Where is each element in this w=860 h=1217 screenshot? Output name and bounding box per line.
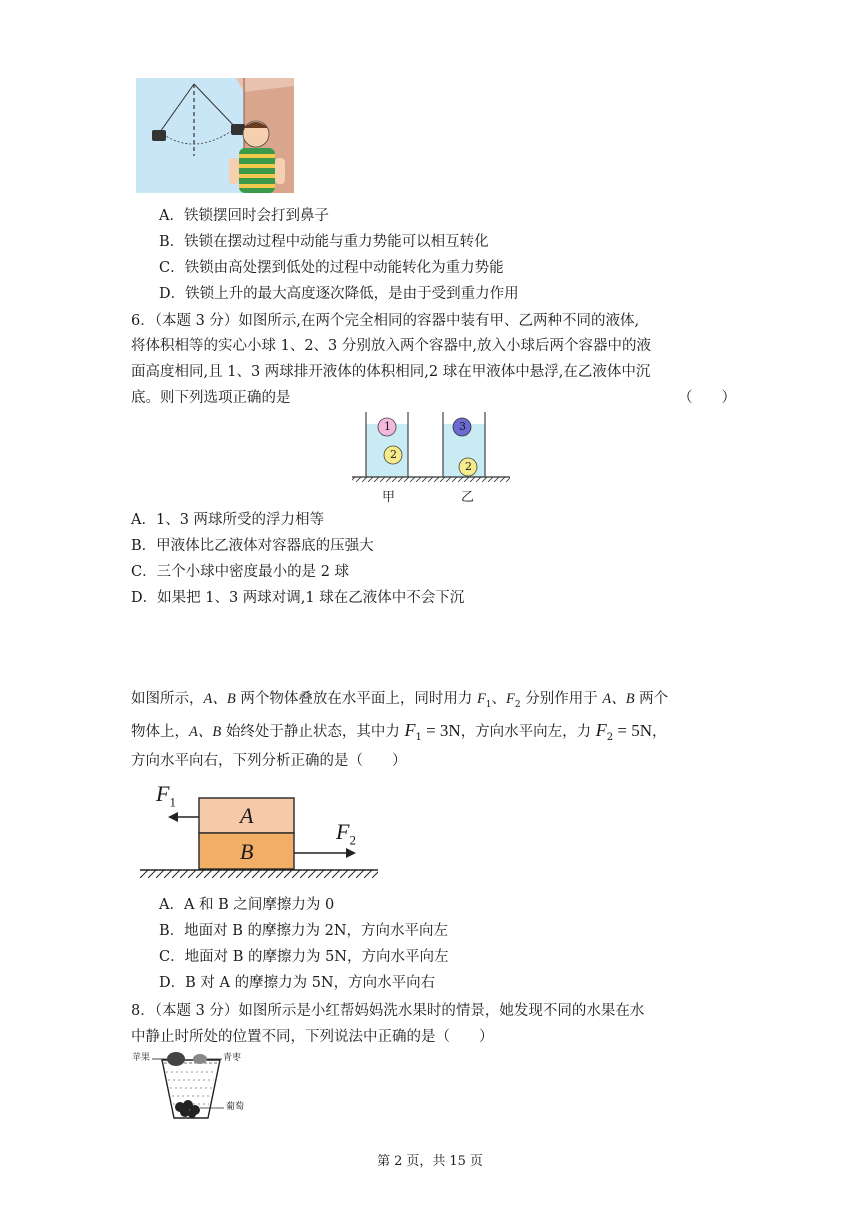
q8-stem-line-2: 中静止时所处的位置不同，下列说法中正确的是（ ） [131, 1029, 494, 1045]
q7-stem-line-3: 方向水平向右，下列分析正确的是（ ） [131, 753, 407, 769]
ball-2-left-label: 2 [390, 448, 397, 461]
label-grape: 葡萄 [226, 1102, 245, 1112]
q8-fruit-basin-figure [132, 1050, 260, 1122]
container-label-jia: 甲 [382, 490, 396, 505]
label-jujube: 青枣 [223, 1053, 242, 1063]
q7-option-d: D．B 对 A 的摩擦力为 5N，方向水平向右 [159, 975, 436, 991]
ball-2-right-label: 2 [465, 460, 472, 473]
q7-option-a: A．A 和 B 之间摩擦力为 0 [159, 897, 335, 913]
force-f1-label: $F_1$ [156, 781, 176, 810]
ball-3-label: 3 [459, 420, 466, 433]
q7-stem-line-1: 如图所示，A、B 两个物体叠放在水平面上，同时用力 $F_1$、$F_2$ 分别作用于 A、B 两个 [131, 691, 669, 710]
q7-blocks-figure [140, 782, 380, 882]
total-pages: 15 [449, 1154, 466, 1169]
q6-option-d: D．如果把 1、3 两球对调,1 球在乙液体中不会下沉 [131, 590, 465, 606]
page-footer: 第 2 页，共 15 页 [377, 1154, 483, 1169]
q6-containers-figure [350, 410, 512, 490]
q5-option-a: A．铁锁摆回时会打到鼻子 [159, 208, 329, 224]
q8-stem-line-1: 8．（本题 3 分）如图所示是小红帮妈妈洗水果时的情景，她发现不同的水果在水 [131, 1003, 645, 1019]
q7-option-c: C．地面对 B 的摩擦力为 5N，方向水平向左 [159, 949, 449, 965]
q6-stem-line-4: 底。则下列选项正确的是 [131, 390, 291, 406]
q6-option-b: B．甲液体比乙液体对容器底的压强大 [131, 538, 374, 554]
q6-stem-line-3: 面高度相同,且 1、3 两球排开液体的体积相同,2 球在甲液体中悬浮,在乙液体中沉 [131, 364, 651, 380]
q6-stem-line-2: 将体积相等的实心小球 1、2、3 分别放入两个容器中,放入小球后两个容器中的液 [131, 338, 652, 354]
q7-stem-line-2: 物体上，A、B 始终处于静止状态，其中力 $F_1 = 3N$，方向水平向左，力 $F_2 = 5N$， [131, 720, 667, 743]
ball-1-label: 1 [384, 420, 391, 433]
current-page: 2 [394, 1154, 403, 1169]
block-a-label: A [240, 803, 254, 828]
label-apple: 苹果 [132, 1053, 151, 1063]
q6-stem-line-1: 6．（本题 3 分）如图所示,在两个完全相同的容器中装有甲、乙两种不同的液体, [131, 313, 640, 329]
pendulum-illustration [136, 78, 294, 193]
q6-option-a: A．1、3 两球所受的浮力相等 [131, 512, 325, 528]
container-label-yi: 乙 [461, 490, 475, 505]
force-f2-label: $F_2$ [336, 819, 356, 848]
q6-option-c: C．三个小球中密度最小的是 2 球 [131, 564, 350, 580]
q5-option-d: D．铁锁上升的最大高度逐次降低，是由于受到重力作用 [159, 286, 519, 302]
block-b-label: B [240, 839, 254, 864]
q7-option-b: B．地面对 B 的摩擦力为 2N，方向水平向左 [159, 923, 449, 939]
q6-answer-bracket: （ ） [678, 390, 736, 406]
q5-option-c: C．铁锁由高处摆到低处的过程中动能转化为重力势能 [159, 260, 504, 276]
q5-option-b: B．铁锁在摆动过程中动能与重力势能可以相互转化 [159, 234, 489, 250]
